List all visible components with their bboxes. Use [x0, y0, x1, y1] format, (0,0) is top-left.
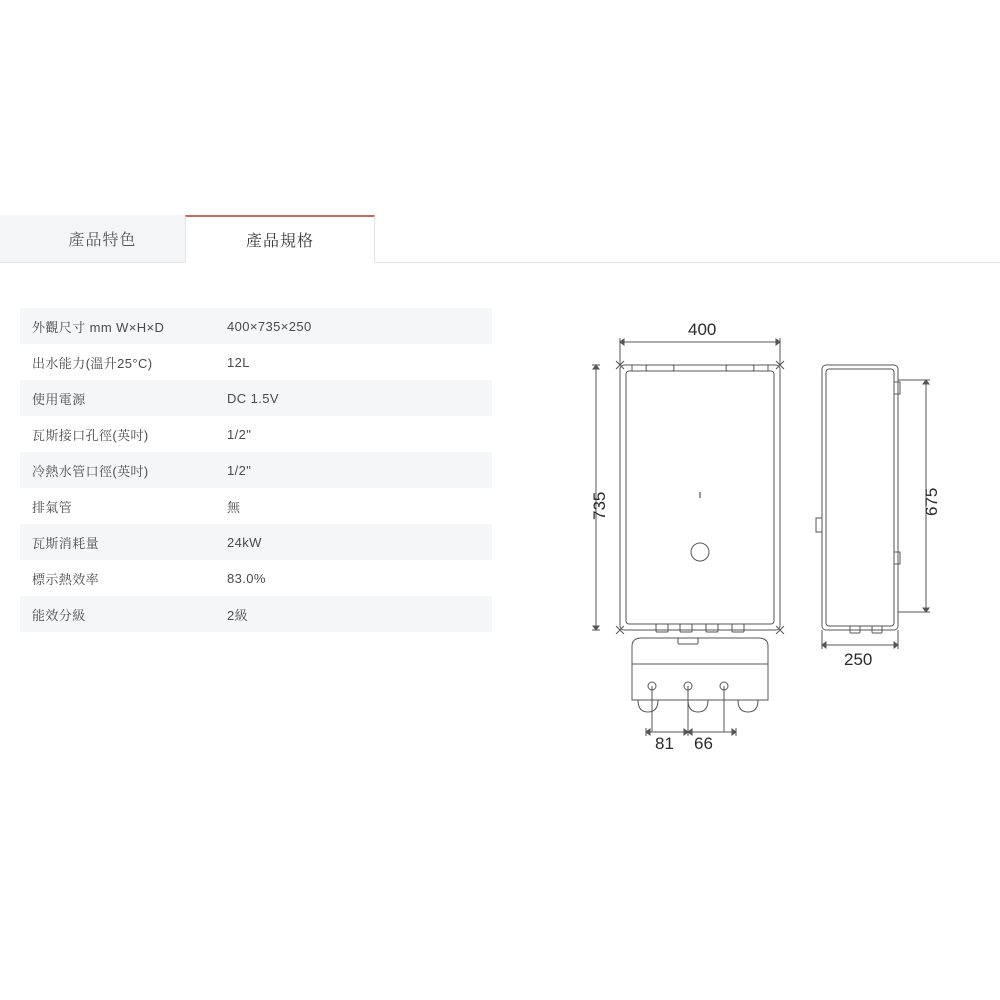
- dim-bottom-left: 81: [655, 734, 674, 753]
- spec-key: 出水能力(溫升25°C): [20, 344, 215, 380]
- tab-product-specs-label: 產品規格: [245, 233, 314, 250]
- spec-value: 83.0%: [215, 560, 492, 596]
- spec-value: 1/2": [215, 416, 492, 452]
- dim-bottom-right: 66: [694, 734, 713, 753]
- table-row: [20, 560, 492, 596]
- table-row: [20, 308, 492, 344]
- spec-key: 排氣管: [20, 488, 215, 524]
- spec-value: 無: [215, 488, 492, 524]
- tab-bar: [0, 215, 1000, 263]
- tab-product-features-label: 產品特色: [68, 232, 137, 249]
- table-row: [20, 416, 492, 452]
- spec-key: 外觀尺寸 mm W×H×D: [20, 308, 215, 344]
- spec-value: 2級: [215, 596, 492, 632]
- drawing-svg: [560, 320, 980, 780]
- spec-key: 冷熱水管口徑(英吋): [20, 452, 215, 488]
- spec-key: 瓦斯接口孔徑(英吋): [20, 416, 215, 452]
- spec-key: 瓦斯消耗量: [20, 524, 215, 560]
- tab-product-features[interactable]: [20, 215, 185, 263]
- table-row: [20, 344, 492, 380]
- spec-value: 400×735×250: [215, 308, 492, 344]
- spec-key: 標示熱效率: [20, 560, 215, 596]
- table-row: [20, 452, 492, 488]
- tab-bar-left-spacer: [0, 215, 20, 263]
- table-row: [20, 524, 492, 560]
- spec-key: 能效分級: [20, 596, 215, 632]
- side-view-outline: [822, 365, 898, 630]
- dim-front-width: 400: [688, 320, 717, 339]
- spec-value: 24kW: [215, 524, 492, 560]
- tab-product-specs[interactable]: [185, 215, 375, 263]
- spec-value: DC 1.5V: [215, 380, 492, 416]
- tab-bar-right-spacer: [375, 215, 1000, 263]
- table-row: [20, 380, 492, 416]
- spec-value: 1/2": [215, 452, 492, 488]
- dim-front-height: 735: [590, 491, 609, 520]
- dim-side-depth: 250: [844, 650, 873, 669]
- spec-key: 使用電源: [20, 380, 215, 416]
- dim-side-height: 675: [922, 487, 941, 516]
- table-row: [20, 596, 492, 632]
- technical-drawing: [560, 320, 980, 780]
- spec-value: 12L: [215, 344, 492, 380]
- table-row: [20, 488, 492, 524]
- spec-table: [20, 308, 492, 632]
